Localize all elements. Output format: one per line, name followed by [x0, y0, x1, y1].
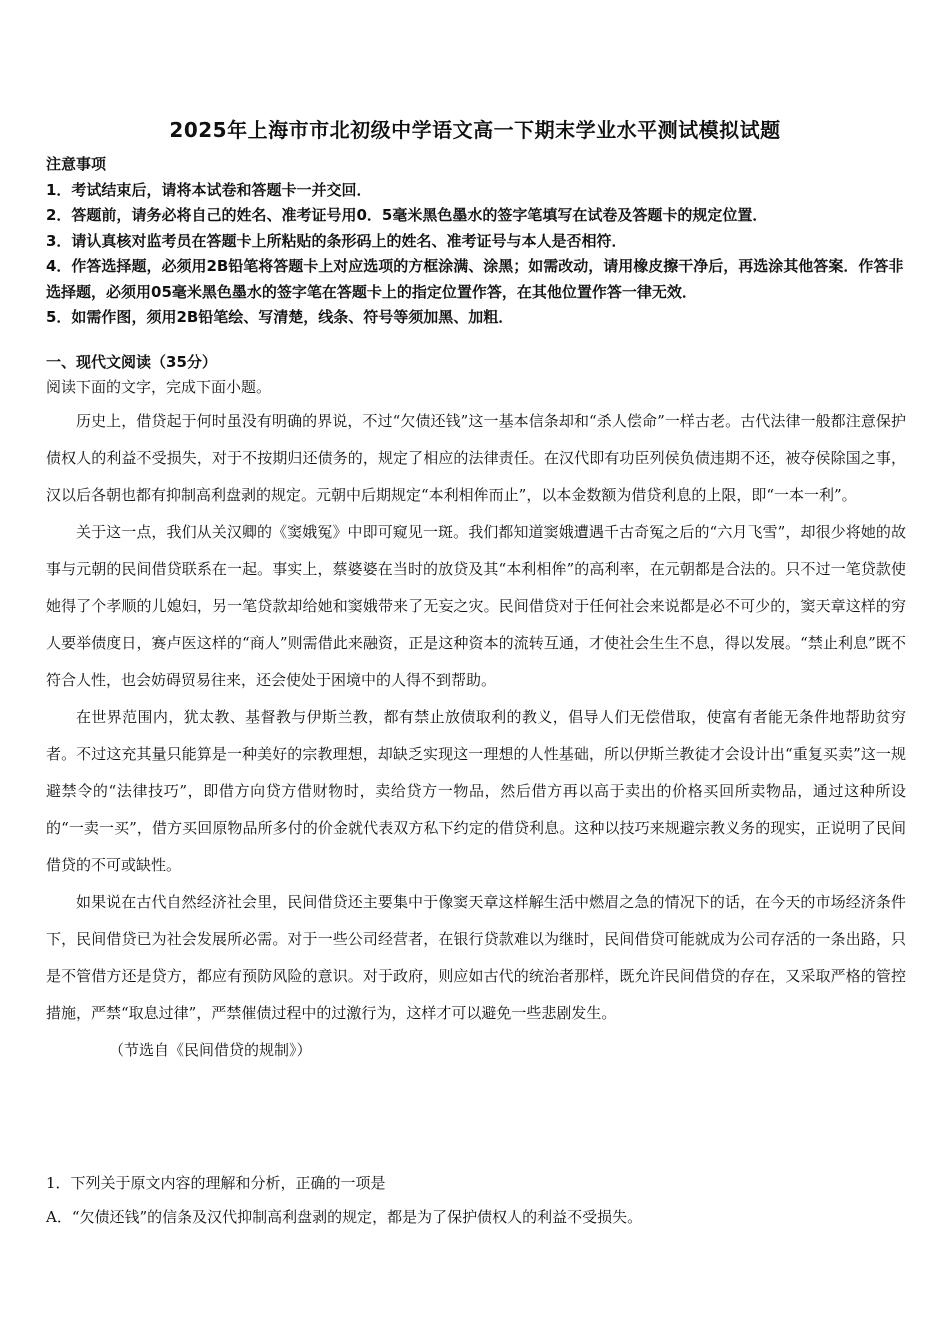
section-heading: 一、现代文阅读（35分）: [46, 353, 217, 371]
section-header: [46, 350, 908, 400]
question-1-option-a: A．“欠债还钱”的信条及汉代抑制高利盘剥的规定，都是为了保护债权人的利益不受损失。: [46, 1208, 643, 1226]
notice-item-5: 5．如需作图，须用2B铅笔绘、写清楚，线条、符号等须加黑、加粗．: [46, 308, 514, 326]
passage-paragraph-4: 如果说在古代自然经济社会里，民间借贷还主要集中于像窦天章这样解生活中燃眉之急的情况下的话，在今天的市场经济条件下，民间借贷已为社会发展所必需。对于一些公司经营者，在银行贷款难以为继时，民间借贷可能就成为公司存活的一条出路，只是不管借方还是贷方，都应有预防风险的意识。对于政府，则应如古代的统治者那样，既允许民间借贷的存在，又采取严格的管控措施，严禁“取息过律”，严禁催债过程中的过激行为，这样才可以避免一些悲剧发生。: [46, 893, 906, 1022]
section-instruction: 阅读下面的文字，完成下面小题。: [46, 378, 272, 396]
question-1-stem: 1．下列关于原文内容的理解和分析，正确的一项是: [46, 1174, 386, 1192]
passage-paragraph-1: 历史上，借贷起于何时虽没有明确的界说，不过“欠债还钱”这一基本信条却和“杀人偿命”一样古老。古代法律一般都注意保护债权人的利益不受损失，对于不按期归还债务的，规定了相应的法律责任。在汉代即有功臣列侯负债违期不还，被夺侯除国之事，汉以后各朝也都有抑制高利盘剥的规定。元朝中后期规定“本利相侔而止”，以本金数额为借贷利息的上限，即“一本一利”。: [46, 412, 906, 504]
notice-item-3: 3．请认真核对监考员在答题卡上所粘贴的条形码上的姓名、准考证号与本人是否相符．: [46, 231, 627, 250]
notice-heading: 注意事项: [46, 155, 107, 173]
notice-item-4: 4．作答选择题，必须用2B铅笔将答题卡上对应选项的方框涂满、涂黑；如需改动，请用橡皮擦干净后，再选涂其他答案．作答非选择题，必须用05毫米黑色墨水的签字笔在答题卡上的指定位置作答，在其他位置作答一律无效．: [46, 257, 904, 301]
notice-item-1: 1．考试结束后，请将本试卷和答题卡一并交回．: [46, 180, 372, 199]
passage-source: （节选自《民间借贷的规制》）: [109, 1041, 312, 1059]
passage-paragraph-3: 在世界范围内，犹太教、基督教与伊斯兰教，都有禁止放债取利的教义，倡导人们无偿借取，使富有者能无条件地帮助贫穷者。不过这充其量只能算是一种美好的宗教理想，却缺乏实现这一理想的人性基础，所以伊斯兰教徒才会设计出“重复买卖”这一规避禁令的“法律技巧”，即借方向贷方借财物时，卖给贷方一物品，然后借方再以高于卖出的价格买回所卖物品，通过这种所设的“一卖一买”，借方买回原物品所多付的价金就代表双方私下约定的借贷利息。这种以技巧来规避宗教义务的现实，正说明了民间借贷的不可或缺性。: [46, 708, 906, 874]
exam-title: 2025年上海市市北初级中学语文高一下期末学业水平测试模拟试题: [169, 118, 781, 142]
passage-paragraph-2: 关于这一点，我们从关汉卿的《窦娥冤》中即可窥见一斑。我们都知道窦娥遭遇千古奇冤之后的“六月飞雪”，却很少将她的故事与元朝的民间借贷联系在一起。事实上，蔡婆婆在当时的放贷及其“本利相侔”的高利率，在元朝都是合法的。只不过一笔贷款使她得了个孝顺的儿媳妇，另一笔贷款却给她和窦娥带来了无妄之灾。民间借贷对于任何社会来说都是必不可少的，窦天章这样的穷人要举债度日，赛卢医这样的“商人”则需借此来融资，正是这种资本的流转互通，才使社会生生不息，得以发展。“禁止利息”既不符合人性，也会妨碍贸易往来，还会使处于困境中的人得不到帮助。: [46, 523, 906, 689]
notice-item-2: 2．答题前，请务必将自己的姓名、准考证号用0．5毫米黑色墨水的签字笔填写在试卷及答题卡的规定位置．: [46, 206, 768, 224]
question-block: [46, 1166, 906, 1234]
reading-passage: [46, 403, 906, 1069]
notice-block: [46, 152, 908, 331]
